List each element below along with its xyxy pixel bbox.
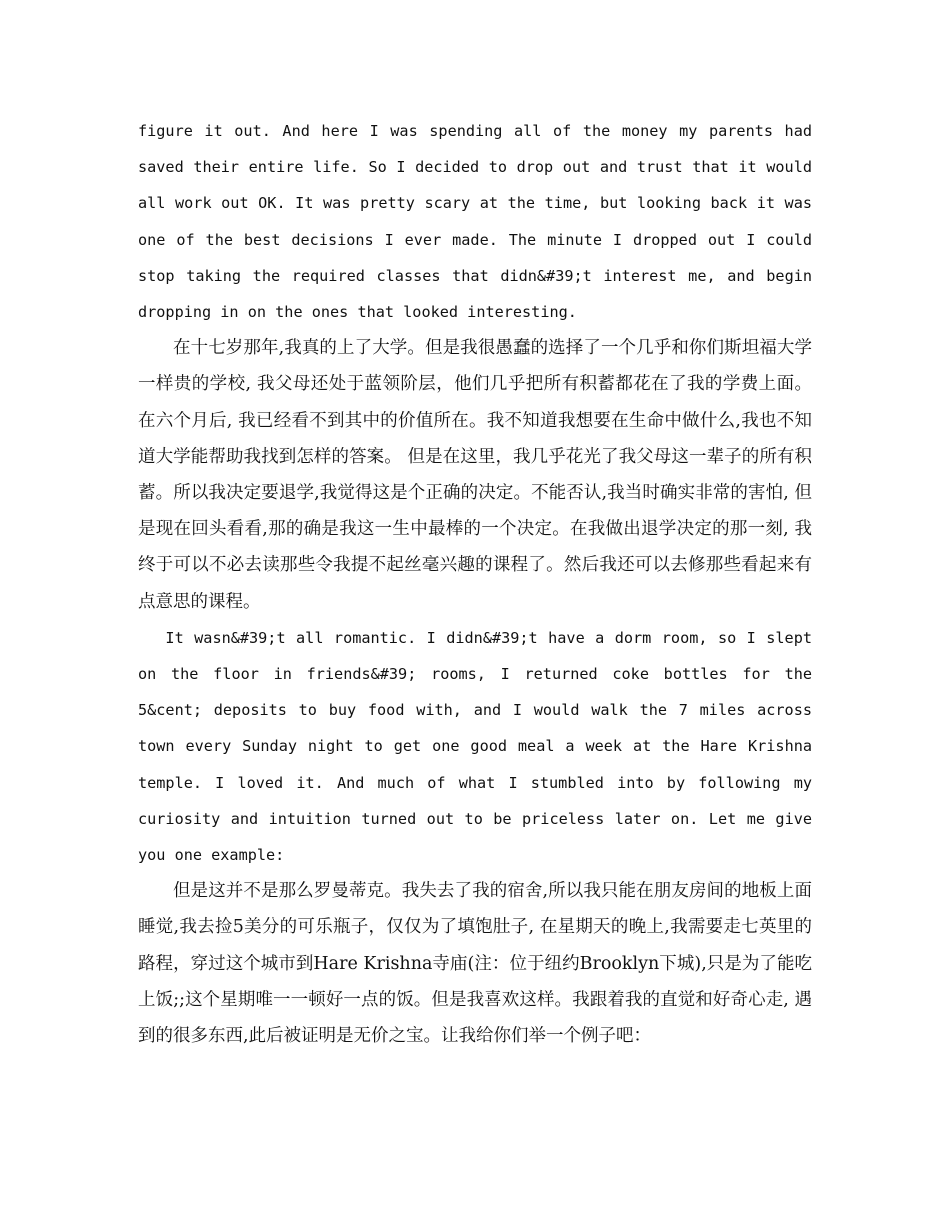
paragraph-chinese-2: 但是这并不是那么罗曼蒂克。我失去了我的宿舍,所以我只能在朋友房间的地板上面睡觉,我去捡5美分的可乐瓶子，仅仅为了填饱肚子, 在星期天的晚上,我需要走七英里的路程，穿过这个城市到Hare Krishna寺庙(注：位于纽约Brooklyn下城),只是为了能吃上饭;;这个星期唯一一顿好一点的饭。但是我喜欢这样。我跟着我的直觉和好奇心走, 遇到的很多东西,此后被证明是无价之宝。让我给你们举一个例子吧： (138, 881, 812, 1047)
document-body (138, 113, 812, 1054)
paragraph-english-2: It wasn&#39;t all romantic. I didn&#39;t have a dorm room, so I slept on the floor in friends&#39; rooms, I returned coke bottles for the 5&cent; deposits to buy food with, and I would walk the 7 miles across town every Sunday night to get one good meal a week at the Hare Krishna temple. I loved it. And much of what I stumbled into by following my curiosity and intuition turned out to be priceless later on. Let me give you one example: (138, 628, 812, 865)
paragraph-english-1: figure it out. And here I was spending all of the money my parents had saved their entire life. So I decided to drop out and trust that it would all work out OK. It was pretty scary at the time, but looking back it was one of the best decisions I ever made. The minute I dropped out I could stop taking the required classes that didn&#39;t interest me, and begin dropping in on the ones that looked interesting. (138, 122, 812, 322)
paragraph-chinese-1: 在十七岁那年,我真的上了大学。但是我很愚蠢的选择了一个几乎和你们斯坦福大学一样贵的学校, 我父母还处于蓝领阶层，他们几乎把所有积蓄都花在了我的学费上面。在六个月后, 我已经看不到其中的价值所在。我不知道我想要在生命中做什么,我也不知道大学能帮助我找到怎样的答案。 但是在这里，我几乎花光了我父母这一辈子的所有积蓄。所以我决定要退学,我觉得这是个正确的决定。不能否认,我当时确实非常的害怕, 但是现在回头看看,那的确是我这一生中最棒的一个决定。在我做出退学决定的那一刻, 我终于可以不必去读那些令我提不起丝毫兴趣的课程了。然后我还可以去修那些看起来有点意思的课程。 (138, 338, 812, 612)
